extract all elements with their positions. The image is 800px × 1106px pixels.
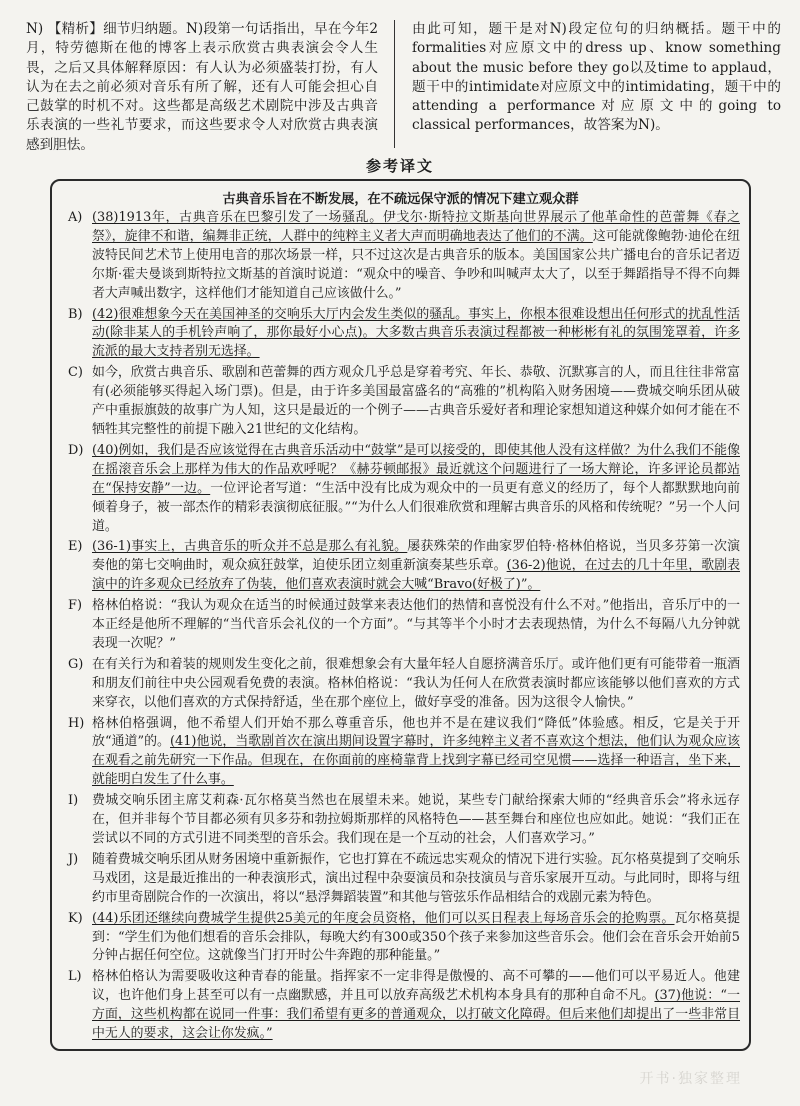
paragraph-text bbox=[92, 792, 740, 849]
translation-paragraph bbox=[68, 597, 740, 654]
paragraph-text bbox=[92, 538, 740, 595]
paragraph-sentence: 费城交响乐团主席艾莉森·瓦尔格莫当然也在展望未来。她说，某些专门献给探索大师的“经典音乐会”将永远存在，但并非每个节目都必须有贝多芬和勃拉姆斯那样的风格特色——甚至舞台和座位也应如此。她说：“我们正在尝试以不同的方式引进不同类型的音乐会。我们现在是一个互动的社会，人们喜欢学习。” bbox=[92, 793, 740, 846]
paragraph-label: E) bbox=[68, 539, 83, 555]
underlined-key-sentence: (37)他说：“一方面，这些机构都在说同一件事：我们希望有更多的普通观众，以打破文化障碍。但后来他们却提出了一些非常目中无人的要求，这会让你发疯。” bbox=[92, 988, 740, 1042]
explanation-left-column bbox=[26, 20, 378, 155]
translation-paragraph bbox=[68, 442, 740, 537]
paragraph-label: D) bbox=[68, 442, 84, 458]
paragraph-text bbox=[92, 306, 740, 363]
translation-paragraph bbox=[68, 656, 740, 713]
underlined-key-sentence: (41)他说，当歌剧首次在演出期间设置字幕时，许多纯粹主义者不喜欢这个想法，他们认为观众应该在观看之前先研究一下作品。但现在，在你面前的座椅靠背上找到字幕已经司空见惯——选择一种语言，坐下来，就能明白发生了什么事。 bbox=[92, 734, 740, 788]
paragraph-text bbox=[92, 209, 740, 304]
explanation-label: N) bbox=[26, 21, 44, 37]
paragraph-label: G) bbox=[68, 656, 84, 672]
paragraph-label: K) bbox=[68, 910, 83, 926]
translation-box bbox=[50, 179, 751, 1051]
paragraph-sentence: 这可能就像鲍勃·迪伦在纽波特民间艺术节上使用电音的那次场景一样，只不过这次是古典音乐的版本。美国国家公共广播电台的音乐记者迈尔斯·霍夫曼谈到斯特拉文斯基的首演时说道：“观众中的噪音、争吵和叫喊声太大了，以至于舞蹈指导不得不向舞者大声喊出数字，这样他们才能知道自己应该做什么。” bbox=[92, 228, 740, 301]
paragraph-label: L) bbox=[68, 969, 82, 985]
translation-paragraphs bbox=[68, 209, 740, 1046]
translation-paragraph bbox=[68, 968, 740, 1044]
paragraph-text bbox=[92, 715, 740, 791]
explanation-right-text: 由此可知，题干是对N)段定位句的归纳概括。题干中的formalities对应原文中的dress up、know something about the music before they go以及time to applaud，题干中的intimidate对应原文中的intimidating，题干中的attending a performance对应原文中的going to classical performances，故答案为N)。 bbox=[412, 21, 781, 134]
paragraph-sentence: 格林伯格认为需要吸收这种青春的能量。指挥家不一定非得是傲慢的、高不可攀的——他们可以平易近人。他建议，也许他们身上甚至可以有一点幽默感，并且可以放弃高级艺术机构本身具有的那种自命不凡。 bbox=[92, 969, 740, 1004]
paragraph-sentence: 随着费城交响乐团从财务困境中重新振作，它也打算在不疏远忠实观众的情况下进行实验。瓦尔格莫提到了交响乐马戏团，这是最近推出的一种表演形式，演出过程中杂耍演员和杂技演员与音乐家展开互动。与此同时，即将与纽约市里奇剧院合作的一次演出，将以“悬浮舞蹈装置”和其他与管弦乐作品相结合的戏剧元素为特色。 bbox=[92, 851, 740, 905]
paragraph-text bbox=[92, 910, 740, 967]
section-title: 参考译文 bbox=[365, 157, 434, 175]
translation-paragraph bbox=[68, 792, 740, 849]
paragraph-sentence: 如今，欣赏古典音乐、歌剧和芭蕾舞的西方观众几乎总是穿着考究、年长、恭敬、沉默寡言的人，而且往往非常富有(必须能够买得起入场门票)。但是，由于许多美国最富盛名的“高雅的”机构陷入财务困境——费城交响乐团从破产中重振旗鼓的故事广为人知，这只是最近的一个例子——古典音乐爱好者和理论家想知道这种媒介如何才能在不牺牲其完整性的前提下融入21世纪的文化结构。 bbox=[92, 365, 740, 437]
underlined-key-sentence: (40)例如，我们是否应该觉得在古典音乐活动中“鼓掌”是可以接受的，即使其他人没有这样做？为什么我们不能像在摇滚音乐会上那样为伟大的作品欢呼呢？《赫芬顿邮报》最近就这个问题进行了一场大辩论，许多评论员都站在“保持安静”一边。 bbox=[92, 442, 740, 496]
translation-paragraph bbox=[68, 538, 740, 595]
column-divider bbox=[394, 20, 395, 148]
paragraph-text bbox=[92, 597, 740, 654]
paragraph-sentence: 屡获殊荣的作曲家罗伯特·格林伯格说，当贝多芬第一次演奏他的第七交响曲时，观众疯狂鼓掌，迫使乐团立刻重新演奏某些乐章。 bbox=[92, 539, 740, 574]
paragraph-label: J) bbox=[68, 851, 79, 867]
translation-paragraph bbox=[68, 209, 740, 304]
translation-paragraph bbox=[68, 910, 740, 967]
paragraph-sentence: 一位评论者写道：“生活中没有比成为观众中的一员更有意义的经历了，每个人都默默地向前倾着身子，被一部杰作的精彩表演彻底征服。”“为什么人们很难欣赏和理解古典音乐的风格和传统呢？”另一个人问道。 bbox=[92, 480, 740, 534]
translation-paragraph bbox=[68, 715, 740, 791]
paragraph-label: H) bbox=[68, 715, 85, 731]
paragraph-sentence: 格林伯格说：“我认为观众在适当的时候通过鼓掌来表达他们的热情和喜悦没有什么不对。”他指出，音乐厅中的一本正经是他所不理解的“当代音乐会礼仪的一个方面”。“与其等半个小时才去表现热情，为什么不每隔八九分钟就表现一次呢？” bbox=[92, 598, 740, 651]
paragraph-sentence: 在有关行为和着装的规则发生变化之前，很难想象会有大量年轻人自愿挤满音乐厅。或许他们更有可能带着一瓶酒和朋友们前往中央公园观看免费的表演。格林伯格说：“我认为任何人在欣赏表演时都应该能够以他们喜欢的方式来穿衣，以他们喜欢的方式保持舒适，坐在那个座位上，做好享受的准备。因为这很令人愉快。” bbox=[92, 656, 740, 710]
paragraph-text bbox=[92, 851, 740, 908]
paragraph-text bbox=[92, 968, 740, 1044]
paragraph-sentence: 瓦尔格莫提到：“学生们为他们想看的音乐会排队，每晚大约有300或350个孩子来参加这些音乐会。他们会在音乐会开始前5分钟占据任何空位。这就像当门打开时公牛奔跑的那种能量。” bbox=[92, 910, 740, 964]
paragraph-text bbox=[92, 656, 740, 713]
paragraph-label: A) bbox=[68, 210, 83, 225]
underlined-key-sentence: (36-2)他说，在过去的几十年里，歌剧表演中的许多观众已经放弃了伪装，他们喜欢表演时就会大喊“Bravo(好极了)”。 bbox=[92, 558, 740, 593]
paragraph-label: F) bbox=[68, 598, 82, 614]
explanation-right-column bbox=[412, 20, 781, 136]
translation-title: 古典音乐旨在不断发展，在不疏远保守派的情况下建立观众群 bbox=[222, 192, 579, 207]
underlined-key-sentence: (44)乐团还继续向费城学生提供25美元的年度会员资格，他们可以买日程表上每场音乐会的抢购票。 bbox=[92, 910, 675, 926]
paragraph-label: C) bbox=[68, 365, 83, 381]
translation-paragraph bbox=[68, 364, 740, 440]
paragraph-label: B) bbox=[68, 306, 83, 322]
paragraph-label: I) bbox=[68, 793, 79, 809]
underlined-key-sentence: (42)很难想象今天在美国神圣的交响乐大厅内会发生类似的骚乱。事实上，你根本很难设想出任何形式的扰乱性活动(除非某人的手机铃声响了，那你最好小心点)。大多数古典音乐表演过程都被一种彬彬有礼的氛围笼罩着，许多流派的最大支持者别无选择。 bbox=[92, 306, 740, 360]
translation-paragraph bbox=[68, 306, 740, 363]
paragraph-text bbox=[92, 364, 740, 440]
answer-explanation bbox=[26, 20, 781, 152]
translation-paragraph bbox=[68, 851, 740, 908]
paragraph-text bbox=[92, 442, 740, 537]
paragraph-sentence: 格林伯格强调，他不希望人们开始不那么尊重音乐，他也并不是在建议我们“降低”体验感。相反，它是关于开放“通道”的。 bbox=[92, 715, 740, 750]
underlined-key-sentence: (38)1913年，古典音乐在巴黎引发了一场骚乱。伊戈尔·斯特拉文斯基向世界展示了他革命性的芭蕾舞《春之祭》，旋律不和谐，编舞非正统，人群中的纯粹主义者大声而明确地表达了他们的不满。 bbox=[92, 210, 740, 244]
explanation-left-text: 【精析】细节归纳题。N)段第一句话指出，早在今年2月，特劳德斯在他的博客上表示欣赏古典表演会令人生畏，之后又具体解释原因：有人认为必须盛装打扮，有人认为在去之前必须对音乐有所了解，还有人可能会担心自己鼓掌的时机不对。这些都是高级艺术剧院中涉及古典音乐表演的一些礼节要求，而这些要求令人对欣赏古典表演感到胆怯。 bbox=[26, 21, 378, 153]
watermark: 开书·独家整理 bbox=[639, 1071, 742, 1087]
underlined-key-sentence: (36-1)事实上，古典音乐的听众并不总是那么有礼貌。 bbox=[92, 539, 408, 555]
